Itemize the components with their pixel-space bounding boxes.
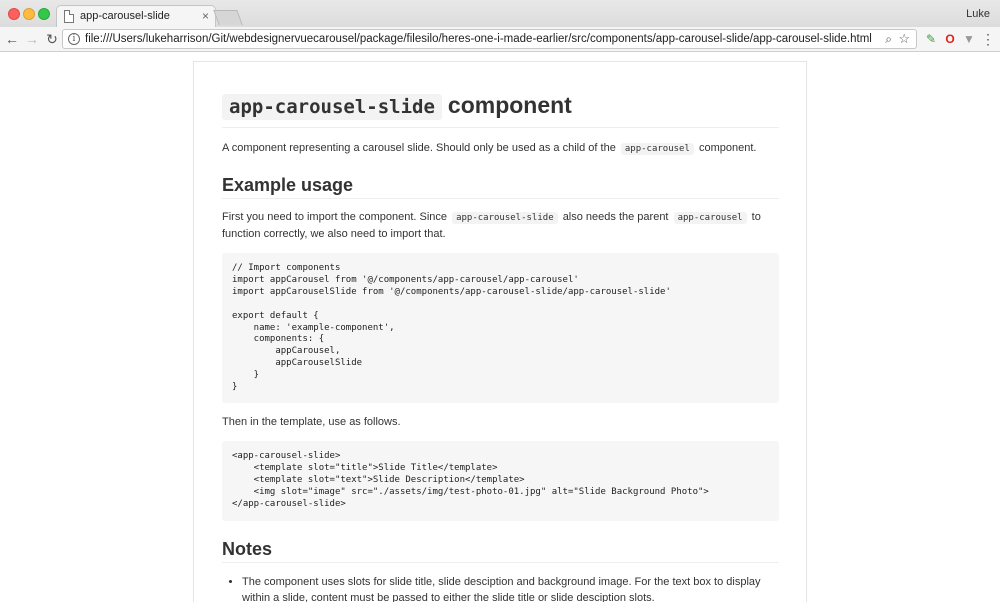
- window-titlebar: [0, 0, 1000, 27]
- window-close-button[interactable]: [8, 8, 20, 20]
- import-text-1: First you need to import the component. Since: [222, 211, 448, 223]
- example-usage-heading: Example usage: [222, 174, 779, 199]
- info-icon[interactable]: i: [68, 33, 80, 45]
- back-arrow-icon[interactable]: ←: [5, 31, 19, 47]
- document-content: [222, 62, 779, 602]
- intro-text-before: A component representing a carousel slide. Should only be used as a child of the: [222, 142, 616, 154]
- zoom-icon[interactable]: ⌕: [885, 32, 892, 46]
- notes-heading: Notes: [222, 538, 779, 563]
- tab-title: app-carousel-slide: [80, 10, 170, 22]
- template-paragraph: Then in the template, use as follows.: [222, 416, 401, 428]
- intro-text-after: component.: [698, 142, 757, 154]
- extension-pencil-icon[interactable]: ✎: [925, 32, 937, 46]
- window-maximize-button[interactable]: [38, 8, 50, 20]
- opera-extension-icon[interactable]: O: [945, 32, 955, 46]
- template-code-block: <app-carousel-slide> <template slot="title">Slide Title</template> <template slot="text">Slide Description</template> <img slot="image" src="./assets/img/test-photo-01.jpg" alt="Slide Background Photo"> </app-carousel-slide>: [222, 441, 779, 521]
- tab-close-icon[interactable]: ×: [201, 9, 209, 23]
- import-text-3: to function correctly, we also need to import that.: [222, 211, 761, 240]
- forward-arrow-icon[interactable]: →: [25, 31, 39, 47]
- intro-code: app-carousel: [621, 143, 694, 155]
- page-icon: [64, 10, 74, 23]
- browser-menu-icon[interactable]: ⋮: [981, 31, 995, 47]
- intro-paragraph: [222, 140, 779, 157]
- window-minimize-button[interactable]: [23, 8, 35, 20]
- import-code-2: app-carousel: [674, 212, 747, 224]
- page-title: [222, 91, 779, 128]
- new-tab-button[interactable]: [213, 10, 242, 25]
- notes-list: [222, 574, 779, 602]
- import-code-1: app-carousel-slide: [452, 212, 558, 224]
- profile-name[interactable]: Luke: [966, 8, 990, 20]
- vue-devtools-icon[interactable]: ▼: [963, 32, 975, 46]
- import-text-2: also needs the parent: [562, 211, 669, 223]
- import-code-block: // Import components import appCarousel from '@/components/app-carousel/app-carousel' import appCarouselSlide from '@/components/app-carousel-slide/app-carousel-slide' export default { name: 'example-component', components: { appCarousel, appCarouselSlide } }: [222, 253, 779, 403]
- reload-icon[interactable]: ↻: [46, 31, 58, 47]
- document-page: [193, 61, 807, 602]
- bookmark-star-icon[interactable]: ☆: [898, 31, 910, 46]
- url-text[interactable]: file:///Users/lukeharrison/Git/webdesignervuecarousel/package/filesilo/heres-one-i-made-earlier/src/components/app-carousel-slide/app-carousel-slide.html: [85, 33, 872, 45]
- title-text: component: [447, 92, 572, 118]
- import-paragraph: [222, 209, 779, 242]
- browser-toolbar: [0, 27, 1000, 52]
- address-bar[interactable]: [62, 29, 917, 49]
- list-item: • The component uses slots for slide title, slide desciption and background image. For the text box to display within a slide, content must be passed to either the slide title or slide desciption slots.: [242, 574, 779, 602]
- title-code: app-carousel-slide: [222, 94, 442, 120]
- browser-tab[interactable]: [56, 5, 216, 27]
